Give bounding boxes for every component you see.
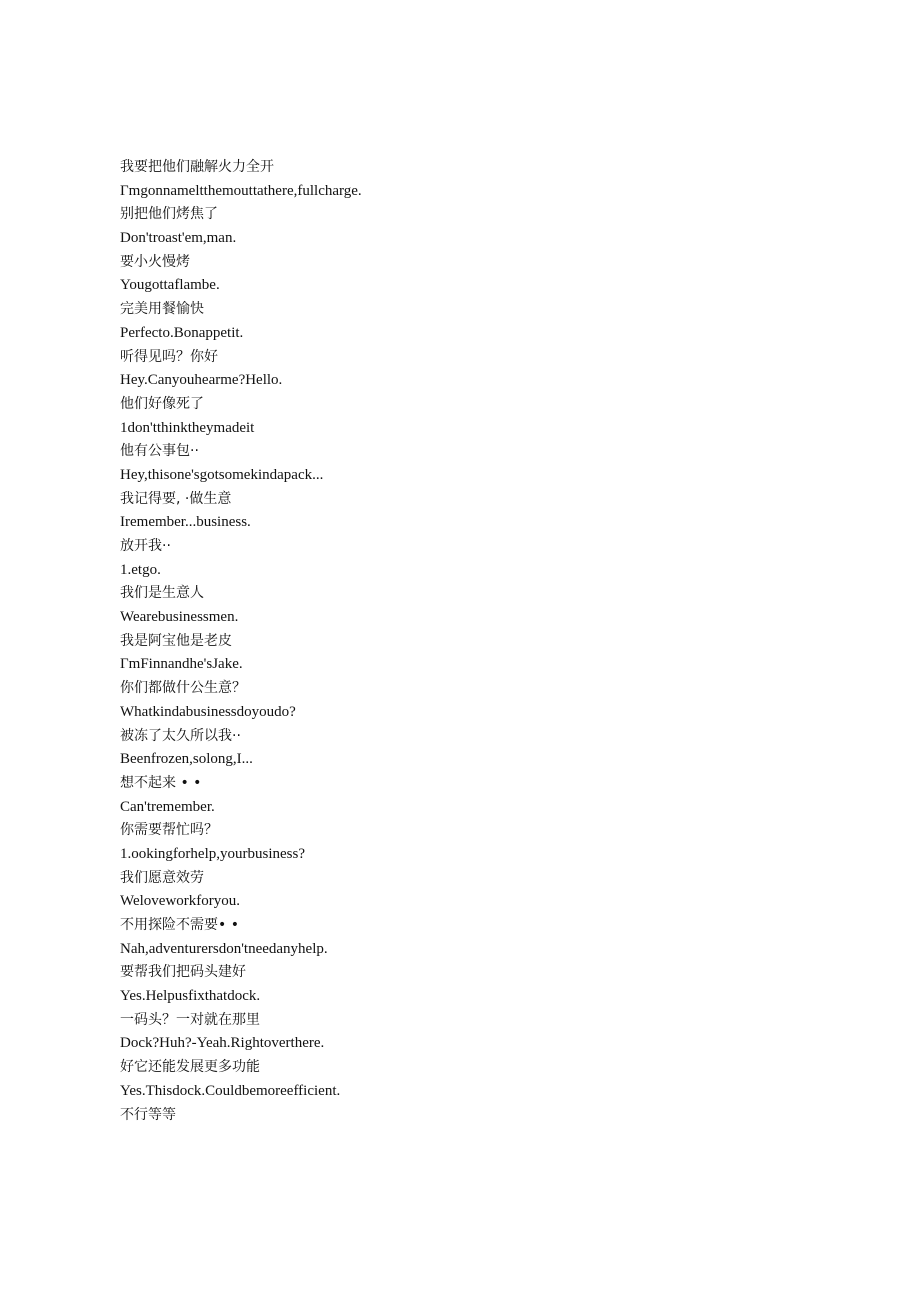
- english-subtitle-line: Weloveworkforyou.: [120, 893, 241, 910]
- chinese-subtitle-line: 完美用餐愉快: [120, 301, 204, 318]
- chinese-subtitle-line: 别把他们烤焦了: [120, 206, 218, 223]
- chinese-subtitle-line: 不用探险不需要• •: [120, 917, 239, 933]
- english-subtitle-line: Yes.Helpusfixthatdock.: [120, 988, 261, 1005]
- chinese-subtitle-line: 不行等等: [120, 1106, 176, 1123]
- chinese-subtitle-line: 好它还能发展更多功能: [120, 1059, 260, 1076]
- english-subtitle-line: Can'tremember.: [120, 798, 215, 815]
- chinese-subtitle-line: 一码头？一对就在那里: [120, 1011, 260, 1028]
- chinese-subtitle-line: 他们好像死了: [120, 395, 204, 412]
- chinese-subtitle-line: 我要把他们融解火力全开: [120, 159, 274, 175]
- chinese-subtitle-line: 我记得要, ·做生意: [120, 490, 232, 507]
- chinese-subtitle-line: 要帮我们把码头建好: [120, 964, 246, 981]
- chinese-subtitle-line: 他有公事包··: [120, 443, 199, 460]
- chinese-subtitle-line: 我是阿宝他是老皮: [120, 632, 232, 649]
- english-subtitle-line: ΓmFinnandhe'sJake.: [120, 656, 243, 673]
- chinese-subtitle-line: 你需要帮忙吗？: [120, 822, 218, 839]
- english-subtitle-line: Γmgonnameltthemouttathere,fullcharge.: [120, 182, 362, 199]
- english-subtitle-line: Nah,adventurersdon'tneedanyhelp.: [120, 940, 328, 957]
- english-subtitle-line: Iremember...business.: [120, 514, 251, 531]
- chinese-subtitle-line: 想不起来 • •: [120, 774, 202, 791]
- english-subtitle-line: 1.etgo.: [120, 561, 161, 578]
- english-subtitle-line: Beenfrozen,solong,I...: [120, 751, 253, 768]
- english-subtitle-line: Wearebusinessmen.: [120, 609, 239, 626]
- chinese-subtitle-line: 我们愿意效劳: [120, 869, 204, 886]
- english-subtitle-line: Don'troast'em,man.: [120, 230, 237, 247]
- chinese-subtitle-line: 放开我··: [120, 538, 171, 554]
- subtitle-lines: [120, 156, 860, 1127]
- english-subtitle-line: Yes.Thisdock.Couldbemoreefficient.: [120, 1082, 341, 1099]
- chinese-subtitle-line: 你们都做什公生意？: [120, 680, 246, 697]
- english-subtitle-line: Perfecto.Bonappetit.: [120, 324, 244, 341]
- english-subtitle-line: Dock?Huh?-Yeah.Rightoverthere.: [120, 1035, 325, 1052]
- english-subtitle-line: Hey.Canyouhearme?Hello.: [120, 372, 283, 389]
- chinese-subtitle-line: 我们是生意人: [120, 585, 204, 602]
- english-subtitle-line: Yougottaflambe.: [120, 277, 220, 294]
- english-subtitle-line: Hey,thisone'sgotsomekindapack...: [120, 466, 324, 483]
- english-subtitle-line: Whatkindabusinessdoyoudo?: [120, 703, 296, 720]
- chinese-subtitle-line: 听得见吗？你好: [120, 348, 218, 365]
- chinese-subtitle-line: 要小火慢烤: [120, 253, 190, 270]
- english-subtitle-line: 1don'tthinktheymadeit: [120, 419, 255, 436]
- chinese-subtitle-line: 被冻了太久所以我··: [120, 727, 241, 744]
- english-subtitle-line: 1.ookingforhelp,yourbusiness?: [120, 845, 305, 862]
